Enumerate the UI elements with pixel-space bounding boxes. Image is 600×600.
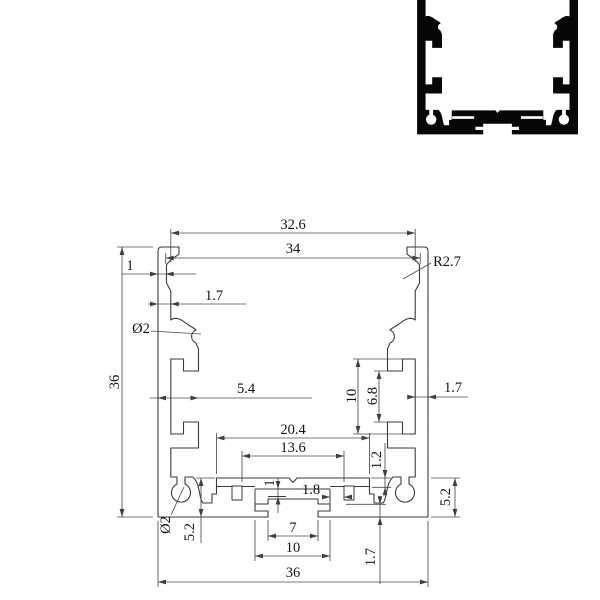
leader-line <box>403 263 431 279</box>
profile-internal-lines <box>217 486 370 504</box>
dim-label: 10 <box>344 388 360 404</box>
dim-label: 32.6 <box>280 217 306 233</box>
dim-label: 13.6 <box>280 440 306 456</box>
dim-label: 36 <box>285 565 301 581</box>
dim-step-one-bottom <box>262 478 280 513</box>
dim-label: 1 <box>126 258 134 274</box>
thumbnail-cavity-slit-right <box>521 116 543 119</box>
thumbnail-3d-preview <box>418 0 578 134</box>
leader-line <box>171 487 184 515</box>
dim-line <box>346 496 386 584</box>
dim-bottom-wall-thickness <box>346 496 386 584</box>
dim-label: 7 <box>289 520 297 536</box>
dim-label: 1 <box>262 479 278 487</box>
dim-label: 1.2 <box>369 450 385 470</box>
dim-column-depth <box>150 381 312 400</box>
dim-label: Ø2 <box>132 321 150 337</box>
dim-bottom-slot-opening <box>268 520 318 541</box>
dim-overall-height <box>107 247 153 517</box>
dim-top-opening <box>166 241 421 264</box>
dim-label: 36 <box>107 374 123 390</box>
dim-label: 20.4 <box>280 422 306 438</box>
dimensions-layer <box>107 217 468 587</box>
profile-outline <box>158 247 428 517</box>
dim-arrows <box>322 495 352 500</box>
dim-label: 10 <box>285 540 301 556</box>
dim-label: 1.7 <box>204 288 224 304</box>
dim-step-height <box>369 443 391 495</box>
dim-label: 5.2 <box>438 487 454 507</box>
dim-label: Ø2 <box>158 516 174 534</box>
dim-label: 1.8 <box>301 482 321 498</box>
dim-wall-thickness-right <box>407 380 468 399</box>
thumbnail-cavity-slit-left <box>452 116 474 119</box>
dim-foot-height-right <box>431 478 460 517</box>
dim-recess-width <box>242 440 344 482</box>
dim-label: 1.7 <box>363 547 379 567</box>
dim-label: R2.7 <box>433 254 461 270</box>
dim-screw-hole-top <box>132 321 201 337</box>
dim-lip-width <box>122 258 196 276</box>
thumbnail-profile-silhouette <box>418 0 578 134</box>
dim-wall-thickness-top <box>148 288 246 306</box>
bottom-rail-left <box>232 486 242 500</box>
dim-label: 5.2 <box>182 522 198 542</box>
dim-label: 5.4 <box>236 381 256 397</box>
dim-label: 34 <box>285 241 301 257</box>
dim-slot-height-inner <box>365 371 387 422</box>
dim-label: 6.8 <box>365 386 381 406</box>
dim-label: 1.7 <box>443 380 463 396</box>
